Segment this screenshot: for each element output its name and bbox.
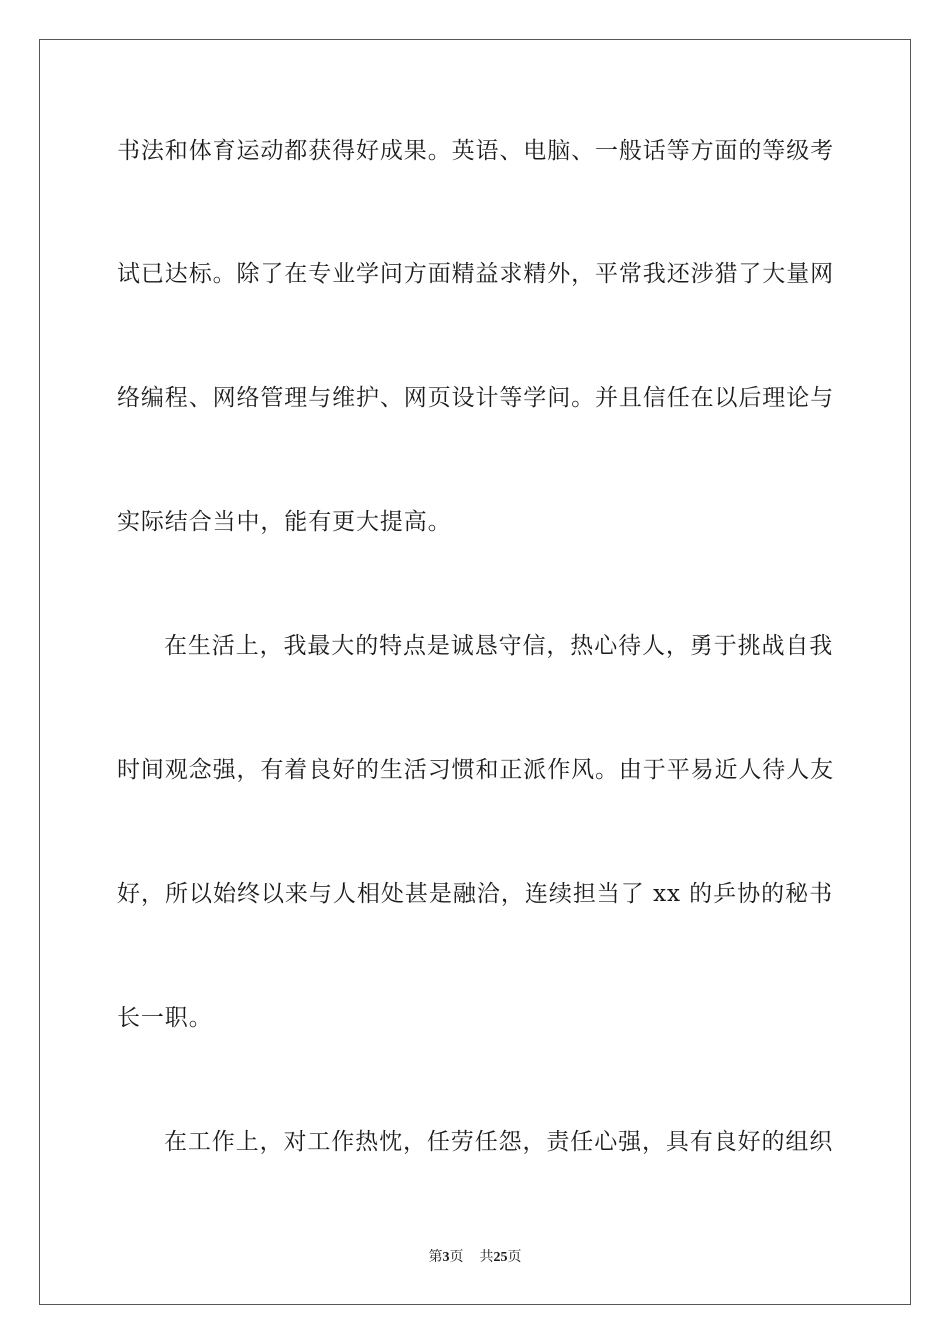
total-suffix: 页 bbox=[507, 1249, 522, 1265]
paragraph-line: 时间观念强，有着良好的生活习惯和正派作风。由于平易近人待人友 bbox=[117, 757, 834, 783]
paragraph-first-line: 在生活上，我最大的特点是诚恳守信，热心待人，勇于挑战自我 bbox=[164, 633, 834, 659]
page-number: 3 bbox=[442, 1250, 450, 1265]
paragraph-line: 好，所以始终以来与人相处甚是融洽，连续担当了 xx 的乒协的秘书 bbox=[117, 881, 833, 907]
paragraph-line: 试已达标。除了在专业学问方面精益求精外，平常我还涉猎了大量网 bbox=[117, 261, 834, 287]
paragraph-line: 长一职。 bbox=[117, 1005, 213, 1031]
page-border bbox=[39, 39, 911, 1305]
paragraph-line: 书法和体育运动都获得好成果。英语、电脑、一般话等方面的等级考 bbox=[117, 138, 834, 164]
page-suffix: 页 bbox=[449, 1249, 464, 1265]
paragraph-line: 实际结合当中，能有更大提高。 bbox=[117, 509, 452, 535]
paragraph-first-line: 在工作上，对工作热忱，任劳任怨，责任心强，具有良好的组织 bbox=[164, 1129, 834, 1155]
page-footer bbox=[0, 1248, 950, 1267]
total-prefix: 共 bbox=[479, 1249, 494, 1265]
total-pages: 25 bbox=[493, 1250, 508, 1265]
page-prefix: 第 bbox=[428, 1249, 443, 1265]
paragraph-line: 络编程、网络管理与维护、网页设计等学问。并且信任在以后理论与 bbox=[117, 385, 834, 411]
